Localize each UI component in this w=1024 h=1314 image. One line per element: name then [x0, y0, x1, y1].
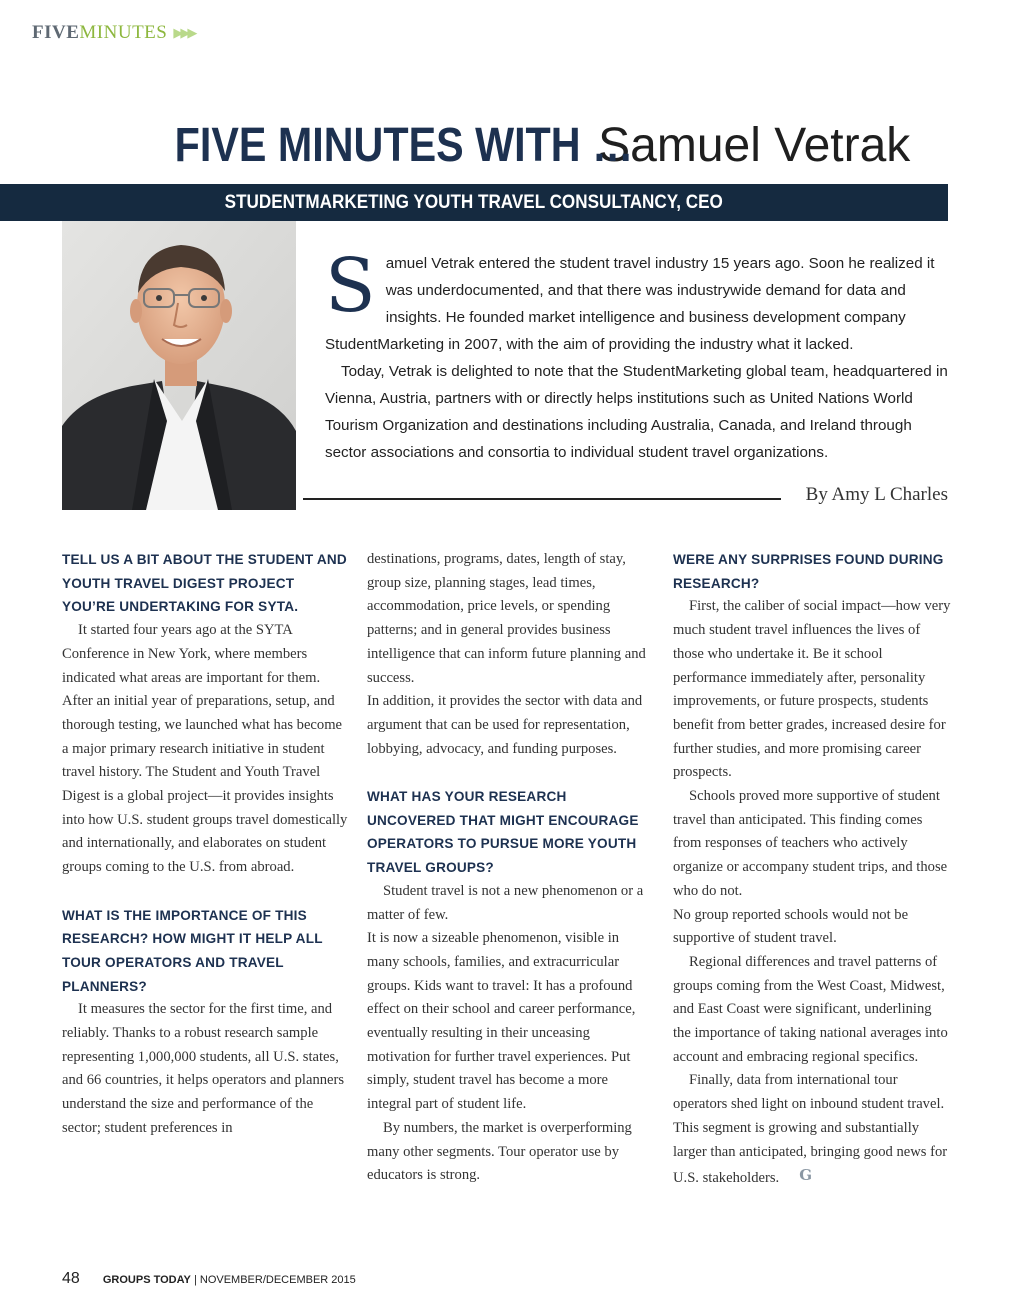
intro-paragraph-1: amuel Vetrak entered the student travel industry 15 years ago. Soon he realized it was underdocumented, and that there was industrywide demand for data and insights. He founded market intelligence and business development company StudentMarketing in 2007, with the aim of providing the industry what it lacked. — [325, 255, 935, 353]
page-footer — [62, 1270, 356, 1288]
column-1 — [62, 548, 348, 1141]
subtitle-banner — [0, 184, 948, 221]
section-tag-light: MINUTES — [79, 22, 168, 43]
answer-4: First, the caliber of social impact—how very much student travel influences the lives of those who undertake it. Be it school performance immediately after, personality improvements, or future prospects, students benefit from better grades, increased desire for further studies, and more promising career prospects. — [673, 598, 951, 781]
answer-5: Schools proved more supportive of student travel than anticipated. This finding comes from responses of teachers who actively organize or accompany student trips, and those who do not. — [673, 788, 948, 899]
question-4: WERE ANY SURPRISES FOUND DURING RESEARCH? — [673, 552, 944, 591]
byline: By Amy L Charles — [805, 484, 948, 505]
answer-3c: By numbers, the market is overperforming many other segments. Tour operator use by educators is strong. — [367, 1119, 632, 1184]
answer-2: It measures the sector for the first time, and reliably. Thanks to a robust research sample representing 1,000,000 students, all U.S. states, and 66 countries, it helps operators and planners understand the size and performance of the sector; student preferences in — [62, 1001, 345, 1136]
answer-5b: No group reported schools would not be supportive of student travel. — [673, 906, 909, 947]
answer-3: Student travel is not a new phenomenon or a matter of few. — [367, 882, 644, 923]
question-3: WHAT HAS YOUR RESEARCH UNCOVERED THAT MIGHT ENCOURAGE OPERATORS TO PURSUE MORE YOUTH TRAVEL GROUPS? — [367, 789, 639, 876]
title-prefix: FIVE MINUTES WITH … — [174, 119, 634, 172]
footer-separator: | — [193, 1274, 197, 1286]
answer-3b: It is now a sizeable phenomenon, visible in many schools, families, and extracurricular groups. Kids want to travel: It has a profound effect on their school and career performance, eventually resulting in their unceasing motivation for further travel experiences. Put simply, student travel has become a more integral part of student life. — [367, 930, 636, 1113]
page-title — [0, 118, 1010, 173]
section-tag-bold: FIVE — [32, 22, 80, 43]
answer-6: Regional differences and travel patterns of groups coming from the West Coast, Midwest, and East Coast were significant, underlining the importance of taking national averages into account and embracing regional specifics. — [673, 953, 948, 1065]
drop-cap: S — [325, 243, 376, 329]
intro-text — [325, 243, 951, 466]
question-2: WHAT IS THE IMPORTANCE OF THIS RESEARCH? HOW MIGHT IT HELP ALL TOUR OPERATORS AND TRAVEL PLANNERS? — [62, 907, 323, 994]
title-name: Samuel Vetrak — [598, 119, 911, 172]
answer-2-continued: destinations, programs, dates, length of stay, group size, planning stages, lead times, accommodation, price levels, or spending patterns; and in general provides business intelligence that can inform future planning and success. — [367, 551, 646, 686]
answer-7: Finally, data from international tour operators shed light on inbound student travel. This segment is growing and substantially larger than anticipated, bringing good news for U.S. stakeholders. — [673, 1072, 948, 1187]
page-number: 48 — [62, 1270, 80, 1287]
issue-date: NOVEMBER/DECEMBER 2015 — [199, 1274, 356, 1286]
portrait-photo — [62, 221, 296, 510]
answer-1: It started four years ago at the SYTA Conference in New York, where members indicated what areas are important for them. After an initial year of preparations, setup, and thorough testing, we launched what has become a major primary research initiative in student travel history. The Student and Youth Travel Digest is a global project—it provides insights into how U.S. student groups travel domestically and internationally, and elaborates on student groups coming to the U.S. from abroad. — [62, 622, 348, 876]
portrait-illustration — [62, 221, 296, 510]
chevrons-icon: ▶▶▶ — [173, 25, 195, 40]
answer-2-continued-2: In addition, it provides the sector with data and argument that can be used for representation, lobbying, advocacy, and funding purposes. — [367, 693, 643, 757]
section-tag — [32, 22, 194, 44]
byline-rule — [303, 498, 781, 500]
question-1: TELL US A BIT ABOUT THE STUDENT AND YOUTH TRAVEL DIGEST PROJECT YOU’RE UNDERTAKING FOR SYTA. — [62, 552, 347, 615]
column-2 — [367, 548, 650, 1188]
end-mark-icon: G — [799, 1166, 813, 1185]
intro-paragraph-2: Today, Vetrak is delighted to note that the StudentMarketing global team, headquartered in Vienna, Austria, partners with or directly helps institutions such as United Nations World Tourism Organization and destinations including Australia, Canada, and Ireland through sector associations and consortia to individual student travel organizations. — [325, 363, 948, 461]
banner-text: STUDENTMARKETING YOUTH TRAVEL CONSULTANCY, CEO — [224, 192, 724, 213]
column-3 — [673, 548, 951, 1191]
publication-name: GROUPS TODAY — [102, 1274, 191, 1286]
